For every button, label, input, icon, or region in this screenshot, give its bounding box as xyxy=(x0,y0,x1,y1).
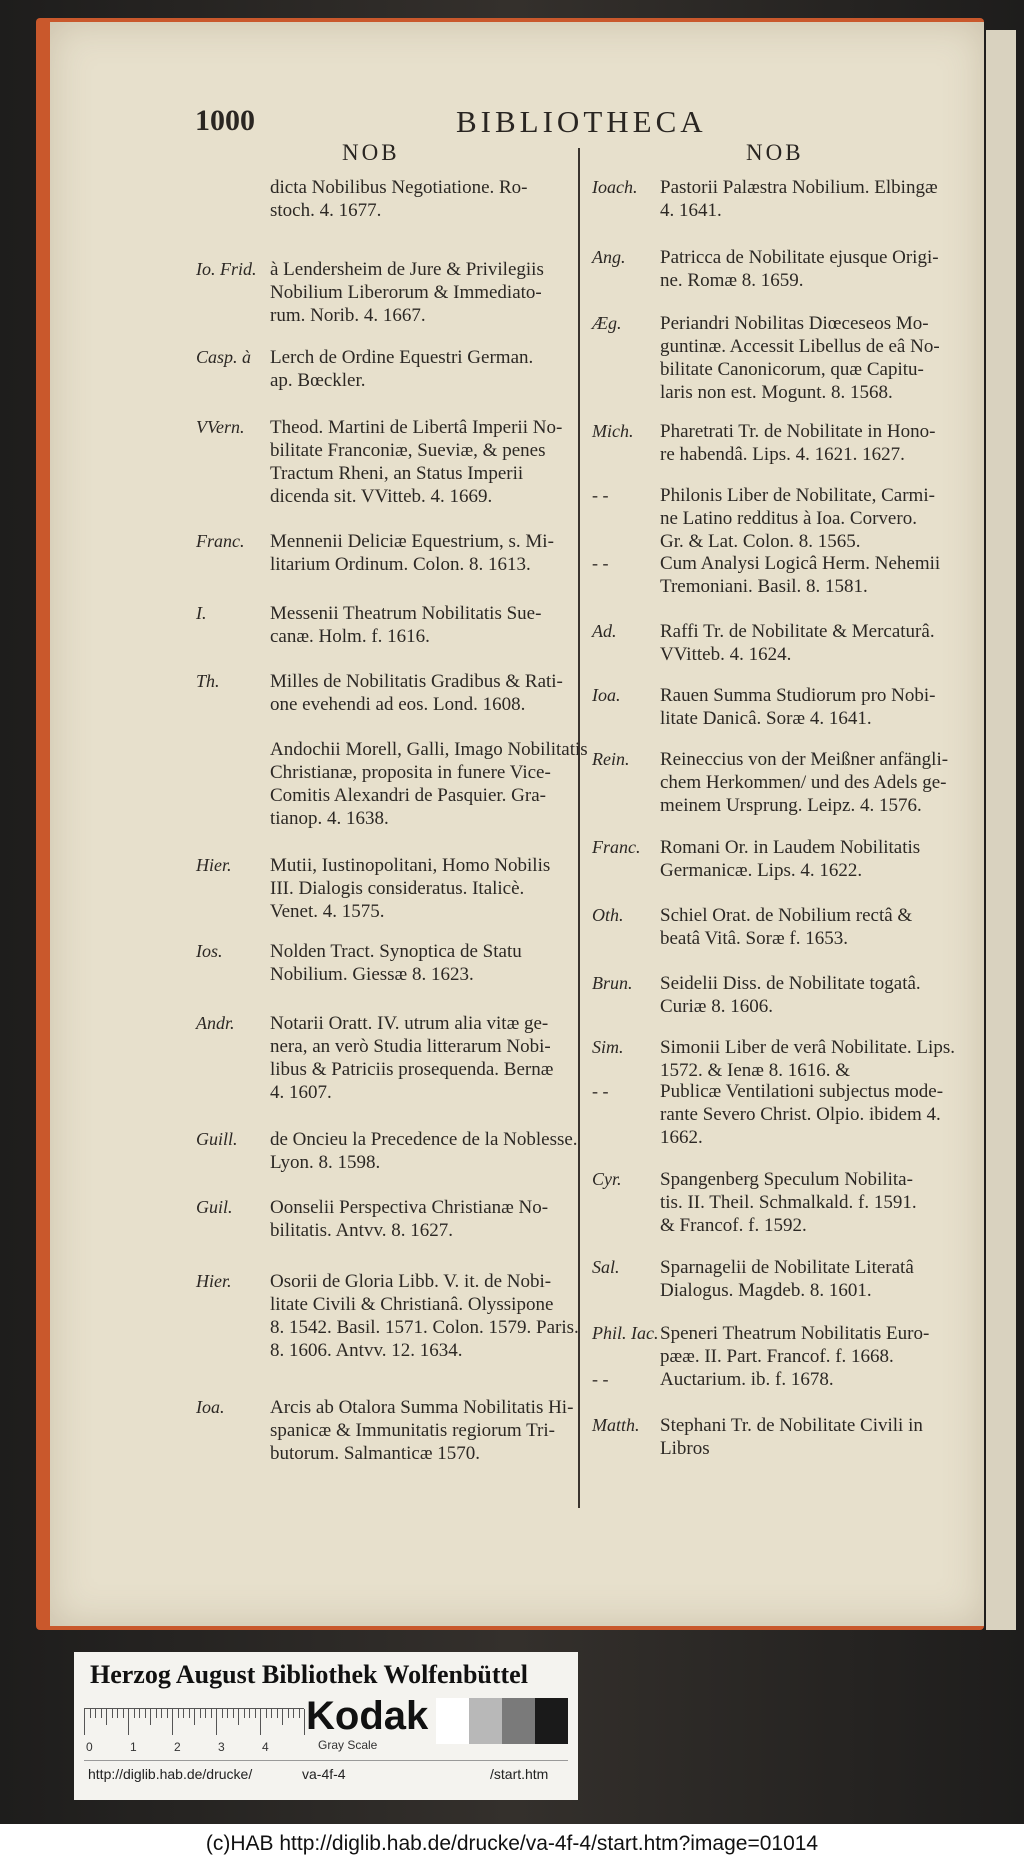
ruler-tick xyxy=(282,1709,283,1725)
entry-line: rum. Norib. 4. 1667. xyxy=(270,305,426,326)
left-entry xyxy=(270,1012,553,1104)
entry-line: Auctarium. ib. f. 1678. xyxy=(660,1369,834,1390)
entry-line: ne. Romæ 8. 1659. xyxy=(660,270,804,291)
right-entry-tag: Ang. xyxy=(592,247,626,267)
ruler-tick xyxy=(150,1709,151,1725)
entry-line: Sparnagelii de Nobilitate Literatâ xyxy=(660,1257,914,1278)
ruler-tick xyxy=(139,1709,140,1718)
entry-line: Messenii Theatrum Nobilitatis Sue- xyxy=(270,603,542,624)
ruler-number: 3 xyxy=(218,1740,225,1754)
running-title: BIBLIOTHECA xyxy=(456,104,707,139)
entry-line: Theod. Martini de Libertâ Imperii No- xyxy=(270,417,563,438)
right-entry xyxy=(660,1256,914,1302)
left-entry-tag: Th. xyxy=(196,671,220,691)
entry-line: 4. 1641. xyxy=(660,200,722,221)
entry-line: III. Dialogis consideratus. Italicè. xyxy=(270,878,525,899)
left-entry-tag: Io. Frid. xyxy=(196,259,257,279)
ruler-tick xyxy=(304,1709,305,1735)
entry-line: 1662. xyxy=(660,1127,703,1148)
entry-line: Cum Analysi Logicâ Herm. Nehemii xyxy=(660,553,941,574)
right-entry xyxy=(660,1036,955,1082)
ruler-tick xyxy=(205,1709,206,1718)
entry-line: re habendâ. Lips. 4. 1621. 1627. xyxy=(660,444,905,465)
entry-line: Nolden Tract. Synoptica de Statu xyxy=(270,941,522,962)
entry-line: Simonii Liber de verâ Nobilitate. Lips. xyxy=(660,1037,955,1058)
ruler-tick xyxy=(84,1709,85,1735)
left-entry-tag: Franc. xyxy=(196,531,245,551)
column-head-left: NOB xyxy=(342,140,400,165)
entry-line: à Lendersheim de Jure & Privilegiis xyxy=(270,259,544,280)
entry-line: Patricca de Nobilitate ejusque Origi- xyxy=(660,247,939,268)
entry-line: Lyon. 8. 1598. xyxy=(270,1152,381,1173)
gray-scale-swatches xyxy=(436,1698,568,1744)
ruler-tick xyxy=(112,1709,113,1718)
ruler-tick xyxy=(95,1709,96,1718)
right-entry xyxy=(660,484,935,553)
entry-line: 8. 1606. Antvv. 12. 1634. xyxy=(270,1340,463,1361)
column-head-right: NOB xyxy=(746,140,804,165)
ruler-number: 2 xyxy=(174,1740,181,1754)
left-entry xyxy=(270,1270,579,1362)
entry-line: Reineccius von der Meißner anfängli- xyxy=(660,749,949,770)
ruler-tick xyxy=(238,1709,239,1725)
left-entry xyxy=(270,258,544,327)
right-entry xyxy=(660,312,940,404)
ruler-number: 0 xyxy=(86,1740,93,1754)
left-entry-tag: Casp. à xyxy=(196,347,252,367)
left-entry xyxy=(270,1396,573,1465)
entry-line: Gr. & Lat. Colon. 8. 1565. xyxy=(660,531,861,552)
entry-line: VVitteb. 4. 1624. xyxy=(660,644,792,665)
entry-line: ap. Bœckler. xyxy=(270,370,366,391)
entry-line: 8. 1542. Basil. 1571. Colon. 1579. Paris. xyxy=(270,1317,579,1338)
left-entry-tag: Guil. xyxy=(196,1197,233,1217)
entry-line: canæ. Holm. f. 1616. xyxy=(270,626,430,647)
entry-line: Romani Or. in Laudem Nobilitatis xyxy=(660,837,921,858)
left-entry xyxy=(270,416,562,508)
entry-line: Mutii, Iustinopolitani, Homo Nobilis xyxy=(270,855,551,876)
right-entry xyxy=(660,420,935,466)
scale-ruler xyxy=(84,1708,304,1739)
library-name: Herzog August Bibliothek Wolfenbüttel xyxy=(90,1660,528,1689)
entry-line: Schiel Orat. de Nobilium rectâ & xyxy=(660,905,913,926)
entry-line: tis. II. Theil. Schmalkald. f. 1591. xyxy=(660,1192,917,1213)
entry-line: bilitate Canonicorum, quæ Capitu- xyxy=(660,359,924,380)
entry-line: litate Civili & Christianâ. Olyssipone xyxy=(270,1294,554,1315)
entry-line: Andochii Morell, Galli, Imago Nobilitatis xyxy=(270,739,588,760)
left-entry-tag: VVern. xyxy=(196,417,245,437)
swatch xyxy=(436,1698,469,1744)
entry-line: nera, an verò Studia litterarum Nobi- xyxy=(270,1036,551,1057)
left-entry-tag: Guill. xyxy=(196,1129,238,1149)
right-entry-tag: Sal. xyxy=(592,1257,620,1277)
ruler-tick xyxy=(183,1709,184,1718)
right-entry-tag: - - xyxy=(592,1369,609,1389)
entry-line: Arcis ab Otalora Summa Nobilitatis Hi- xyxy=(270,1397,574,1418)
ruler-tick xyxy=(167,1709,168,1718)
entry-line: Mennenii Deliciæ Equestrium, s. Mi- xyxy=(270,531,554,552)
entry-line: meinem Ursprung. Leipz. 4. 1576. xyxy=(660,795,922,816)
right-entry xyxy=(660,1368,834,1391)
left-entry xyxy=(270,738,588,830)
swatch xyxy=(502,1698,535,1744)
ruler-tick xyxy=(244,1709,245,1718)
entry-line: one evehendi ad eos. Lond. 1608. xyxy=(270,694,526,715)
ruler-tick xyxy=(101,1709,102,1718)
ruler-tick xyxy=(156,1709,157,1718)
entry-line: Nobilium Liberorum & Immediato- xyxy=(270,282,542,303)
ruler-tick xyxy=(222,1709,223,1718)
ruler-tick xyxy=(145,1709,146,1718)
ruler-tick xyxy=(172,1709,173,1735)
right-entry-tag: Ioa. xyxy=(592,685,621,705)
right-entry xyxy=(660,246,939,292)
ruler-tick xyxy=(90,1709,91,1718)
entry-line: pææ. II. Part. Francof. f. 1668. xyxy=(660,1346,894,1367)
right-entry-tag: Ioach. xyxy=(592,177,638,197)
url-left: http://diglib.hab.de/drucke/ xyxy=(88,1766,253,1782)
right-entry xyxy=(660,552,940,598)
right-entry-tag: Sim. xyxy=(592,1037,624,1057)
left-entry xyxy=(270,530,554,576)
ruler-tick xyxy=(189,1709,190,1718)
ruler-tick xyxy=(227,1709,228,1718)
swatch xyxy=(535,1698,568,1744)
ruler-number: 4 xyxy=(262,1740,269,1754)
right-entry xyxy=(660,1168,917,1237)
ruler-tick xyxy=(178,1709,179,1718)
entry-line: Tremoniani. Basil. 8. 1581. xyxy=(660,576,868,597)
left-entry xyxy=(270,602,541,648)
right-entry xyxy=(660,176,938,222)
entry-line: laris non est. Mogunt. 8. 1568. xyxy=(660,382,893,403)
right-entry xyxy=(660,972,921,1018)
page-number: 1000 xyxy=(195,104,255,137)
right-entry-tag: - - xyxy=(592,485,609,505)
right-entry-tag: Mich. xyxy=(592,421,634,441)
ruler-tick xyxy=(216,1709,217,1735)
entry-line: Lerch de Ordine Equestri German. xyxy=(270,347,534,368)
right-entry xyxy=(660,748,948,817)
entry-line: Publicæ Ventilationi subjectus mode- xyxy=(660,1081,944,1102)
right-entry xyxy=(660,1080,943,1149)
right-entry xyxy=(660,836,920,882)
card-divider xyxy=(84,1760,568,1761)
entry-line: 1572. & Ienæ 8. 1616. & xyxy=(660,1060,850,1081)
ruler-tick xyxy=(117,1709,118,1718)
right-entry xyxy=(660,1414,923,1460)
entry-line: rante Severo Christ. Olpio. ibidem 4. xyxy=(660,1104,941,1125)
entry-line: Pharetrati Tr. de Nobilitate in Hono- xyxy=(660,421,936,442)
entry-line: Nobilium. Giessæ 8. 1623. xyxy=(270,964,474,985)
facing-leaf xyxy=(986,30,1016,1630)
ruler-tick xyxy=(194,1709,195,1725)
ruler-tick xyxy=(299,1709,300,1718)
entry-line: Dialogus. Magdeb. 8. 1601. xyxy=(660,1280,872,1301)
ruler-tick xyxy=(233,1709,234,1718)
ruler-tick xyxy=(128,1709,129,1735)
right-entry-tag: Æg. xyxy=(592,313,622,333)
entry-line: spanicæ & Immunitatis regiorum Tri- xyxy=(270,1420,555,1441)
entry-line: Germanicæ. Lips. 4. 1622. xyxy=(660,860,863,881)
ruler-tick xyxy=(106,1709,107,1725)
ruler-tick xyxy=(260,1709,261,1735)
entry-line: butorum. Salmanticæ 1570. xyxy=(270,1443,481,1464)
ruler-tick xyxy=(293,1709,294,1718)
left-entry-tag: Ioa. xyxy=(196,1397,225,1417)
right-entry xyxy=(660,620,935,666)
entry-line: dicenda sit. VVitteb. 4. 1669. xyxy=(270,486,493,507)
left-entry-tag: Andr. xyxy=(196,1013,235,1033)
entry-line: Tractum Rheni, an Status Imperii xyxy=(270,463,524,484)
left-entry-tag: I. xyxy=(196,603,207,623)
right-entry-tag: Oth. xyxy=(592,905,624,925)
gray-scale-label: Gray Scale xyxy=(318,1738,378,1752)
ruler-tick xyxy=(161,1709,162,1718)
entry-line: Raffi Tr. de Nobilitate & Mercaturâ. xyxy=(660,621,935,642)
entry-line: Speneri Theatrum Nobilitatis Euro- xyxy=(660,1323,930,1344)
entry-line: & Francof. f. 1592. xyxy=(660,1215,807,1236)
ruler-tick xyxy=(249,1709,250,1718)
right-entry-tag: Matth. xyxy=(592,1415,640,1435)
kodak-logo: Kodak xyxy=(306,1694,429,1738)
right-entry-tag: Brun. xyxy=(592,973,633,993)
left-entry xyxy=(270,670,563,716)
ruler-tick xyxy=(211,1709,212,1718)
ruler-tick xyxy=(255,1709,256,1718)
entry-line: Seidelii Diss. de Nobilitate togatâ. xyxy=(660,973,921,994)
url-right: /start.htm xyxy=(490,1766,549,1782)
right-entry-tag: Cyr. xyxy=(592,1169,622,1189)
entry-line: Milles de Nobilitatis Gradibus & Rati- xyxy=(270,671,563,692)
entry-line: ne Latino redditus à Ioa. Corvero. xyxy=(660,508,917,529)
left-entry xyxy=(270,940,522,986)
entry-line: Comitis Alexandri de Pasquier. Gra- xyxy=(270,785,546,806)
right-entry xyxy=(660,904,912,950)
left-entry-tag: Ios. xyxy=(196,941,223,961)
entry-line: Pastorii Palæstra Nobilium. Elbingæ xyxy=(660,177,938,198)
ruler-tick xyxy=(200,1709,201,1718)
entry-line: stoch. 4. 1677. xyxy=(270,200,382,221)
left-entry xyxy=(270,176,528,222)
right-entry-tag: Phil. Iac. xyxy=(592,1323,659,1343)
entry-line: Christianæ, proposita in funere Vice- xyxy=(270,762,551,783)
entry-line: bilitate Franconiæ, Sueviæ, & penes xyxy=(270,440,546,461)
right-entry xyxy=(660,1322,929,1368)
right-entry-tag: Franc. xyxy=(592,837,641,857)
ruler-tick xyxy=(271,1709,272,1718)
entry-line: Oonselii Perspectiva Christianæ No- xyxy=(270,1197,549,1218)
entry-line: litarium Ordinum. Colon. 8. 1613. xyxy=(270,554,531,575)
entry-line: Rauen Summa Studiorum pro Nobi- xyxy=(660,685,936,706)
entry-line: Philonis Liber de Nobilitate, Carmi- xyxy=(660,485,935,506)
right-entry xyxy=(660,684,935,730)
entry-line: Periandri Nobilitas Diœceseos Mo- xyxy=(660,313,929,334)
url-mid: va-4f-4 xyxy=(302,1766,346,1782)
left-entry xyxy=(270,1196,548,1242)
ruler-tick xyxy=(134,1709,135,1718)
entry-line: Curiæ 8. 1606. xyxy=(660,996,773,1017)
entry-line: Osorii de Gloria Libb. V. it. de Nobi- xyxy=(270,1271,552,1292)
entry-line: beatâ Vitâ. Soræ f. 1653. xyxy=(660,928,848,949)
entry-line: dicta Nobilibus Negotiatione. Ro- xyxy=(270,177,528,198)
image-caption: (c)HAB http://diglib.hab.de/drucke/va-4f-4/start.htm?image=01014 xyxy=(205,1832,819,1855)
ruler-tick xyxy=(123,1709,124,1718)
right-entry-tag: - - xyxy=(592,553,609,573)
entry-line: Spangenberg Speculum Nobilita- xyxy=(660,1169,913,1190)
entry-line: bilitatis. Antvv. 8. 1627. xyxy=(270,1220,453,1241)
ruler-tick xyxy=(266,1709,267,1718)
ruler-number: 1 xyxy=(130,1740,137,1754)
swatch xyxy=(469,1698,502,1744)
right-entry-tag: Rein. xyxy=(592,749,630,769)
left-entry xyxy=(270,1128,578,1174)
entry-line: Notarii Oratt. IV. utrum alia vitæ ge- xyxy=(270,1013,549,1034)
right-entry-tag: - - xyxy=(592,1081,609,1101)
left-entry xyxy=(270,854,550,923)
entry-line: guntinæ. Accessit Libellus de eâ No- xyxy=(660,336,940,357)
ruler-tick xyxy=(277,1709,278,1718)
entry-line: de Oncieu la Precedence de la Noblesse. xyxy=(270,1129,578,1150)
entry-line: Venet. 4. 1575. xyxy=(270,901,385,922)
left-entry xyxy=(270,346,533,392)
left-entry-tag: Hier. xyxy=(196,1271,232,1291)
entry-line: Libros xyxy=(660,1438,710,1459)
entry-line: litate Danicâ. Soræ 4. 1641. xyxy=(660,708,872,729)
entry-line: tianop. 4. 1638. xyxy=(270,808,389,829)
left-entry-tag: Hier. xyxy=(196,855,232,875)
entry-line: 4. 1607. xyxy=(270,1082,332,1103)
right-entry-tag: Ad. xyxy=(592,621,617,641)
entry-line: Stephani Tr. de Nobilitate Civili in xyxy=(660,1415,923,1436)
ruler-tick xyxy=(288,1709,289,1718)
entry-line: libus & Patriciis prosequenda. Bernæ xyxy=(270,1059,554,1080)
entry-line: chem Herkommen/ und des Adels ge- xyxy=(660,772,947,793)
